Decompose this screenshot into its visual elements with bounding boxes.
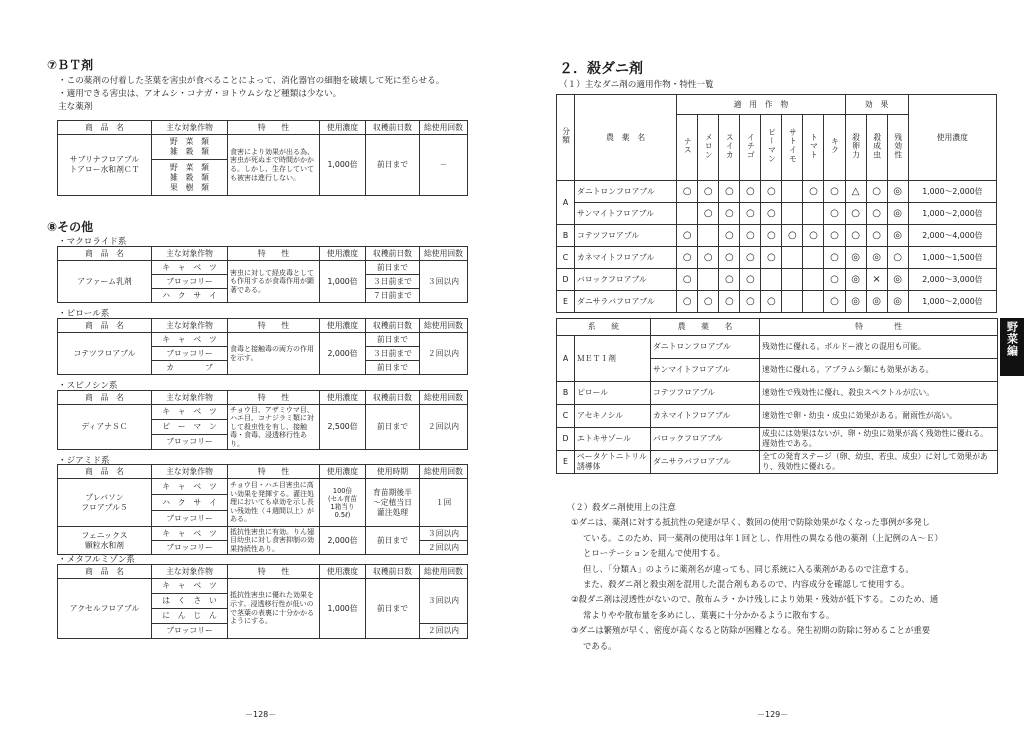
vegetable-section-tab: 野菜編 <box>1000 318 1024 376</box>
col-header: 収穫前日数 <box>366 565 420 579</box>
col-header: 系 統 <box>557 319 651 336</box>
effect-mark: ◎ <box>866 247 887 269</box>
crop-mark <box>698 269 719 291</box>
col-header: 使用濃度 <box>320 319 366 333</box>
trait: 成虫には効果はないが、卵・幼虫に効果が高く残効性に優れる。遅効性である。 <box>760 428 998 451</box>
concentration: 2,500倍 <box>320 405 366 450</box>
pesticide-name: ダニトロンフロアブル <box>575 181 677 203</box>
col-header: 主な対象作物 <box>152 247 228 261</box>
col-header: 主な対象作物 <box>152 121 228 135</box>
chemical-group: ＭＥＴＩ剤 <box>575 336 651 382</box>
table-row <box>557 451 998 474</box>
col-header: 使用濃度 <box>320 465 366 479</box>
harvest-days: ７日前まで <box>366 289 420 303</box>
col-header: 総使用回数 <box>420 247 468 261</box>
crop-mark: ○ <box>761 203 782 225</box>
table-row <box>557 225 997 247</box>
crop-mark: ○ <box>803 225 824 247</box>
crop-mark: ○ <box>719 181 740 203</box>
class-cell: B <box>557 382 575 405</box>
concentration: 2,000～3,000倍 <box>908 269 996 291</box>
usage-notes <box>567 500 987 654</box>
crop-mark: ○ <box>740 247 761 269</box>
product-name: アファーム乳剤 <box>58 261 152 303</box>
crop-mark <box>803 247 824 269</box>
col-header: 収穫前日数 <box>366 121 420 135</box>
use-count: ３回以内 <box>420 527 468 541</box>
crop-mark <box>803 269 824 291</box>
col-header: 総使用回数 <box>420 121 468 135</box>
product-name: サブリナフロアブル トアロー水和剤ＣＴ <box>58 135 152 196</box>
pesticide-name: カネマイトフロアブル <box>651 405 760 428</box>
trait: 速効性で卵・幼虫・成虫に効果がある。耐雨性が高い。 <box>760 405 998 428</box>
effect-mark: ○ <box>866 203 887 225</box>
target-crop: ブロッコリー <box>152 275 228 289</box>
class-cell: A <box>557 181 575 225</box>
crop-mark: ○ <box>824 181 845 203</box>
page-number-left: －128－ <box>245 710 277 719</box>
diamide-label: ・ジアミド系 <box>58 456 110 466</box>
target-crop: ブロッコリー <box>152 541 228 555</box>
concentration: 2,000～4,000倍 <box>908 225 996 247</box>
macrolide-table <box>57 246 468 303</box>
class-cell: D <box>557 428 575 451</box>
harvest-days: ３日前まで <box>366 347 420 361</box>
trait: 害虫に対して経皮毒としても作用するが食毒作用が顕著である。 <box>228 261 320 303</box>
harvest-days: 前日まで <box>366 405 420 450</box>
effect-mark: ○ <box>845 203 866 225</box>
crop-header: ナス <box>677 115 698 181</box>
class-cell: C <box>557 247 575 269</box>
trait: 速効性で残効性に優れ、殺虫スペクトルが広い。 <box>760 382 998 405</box>
class-cell: D <box>557 269 575 291</box>
crop-mark: ○ <box>803 181 824 203</box>
product-name: アクセルフロアブル <box>58 579 152 639</box>
table-row <box>557 336 998 359</box>
trait: 速効性に優れる。アブラムシ類にも効果がある。 <box>760 359 998 382</box>
crop-mark: ○ <box>698 247 719 269</box>
target-crop: ブロッコリー <box>152 435 228 450</box>
effect-mark: ◎ <box>845 247 866 269</box>
effect-mark: ◎ <box>887 225 908 247</box>
note-line: とローテーションを組んで使用する。 <box>583 548 726 559</box>
bt-line-1: ・この薬剤の付着した茎葉を害虫が食べることによって、消化器官の細胞を破壊して死に至らせる。 <box>58 76 445 86</box>
col-header: 農 薬 名 <box>651 319 760 336</box>
col-header: 主な対象作物 <box>152 565 228 579</box>
crop-mark: ○ <box>719 225 740 247</box>
class-cell: E <box>557 451 575 474</box>
pesticide-name: ダニトロンフロアブル <box>651 336 760 359</box>
crop-mark: ○ <box>677 247 698 269</box>
col-header: 商 品 名 <box>58 319 152 333</box>
product-name: プレバソン フロアブル５ <box>58 479 152 527</box>
crop-mark <box>761 269 782 291</box>
col-header: 商 品 名 <box>58 465 152 479</box>
crop-mark: ○ <box>824 247 845 269</box>
note-line: ③ダニは繁殖が早く、密度が高くなると防除が困難となる。発生初期の防除に努めることが重要 <box>571 625 931 636</box>
col-header: 商 品 名 <box>58 121 152 135</box>
col-header: 特 性 <box>228 319 320 333</box>
crop-header: キク <box>824 115 845 181</box>
page-number-right: －129－ <box>757 710 789 719</box>
crop-header: トマト <box>803 115 824 181</box>
table-row <box>557 428 998 451</box>
name-header: 農 薬 名 <box>575 95 677 181</box>
pesticide-name: カネマイトフロアブル <box>575 247 677 269</box>
acaricide-crop-table <box>556 94 997 313</box>
table-row <box>557 203 997 225</box>
crop-mark: ○ <box>761 225 782 247</box>
class-cell: E <box>557 291 575 313</box>
effect-mark: ○ <box>866 181 887 203</box>
col-header: 収穫前日数 <box>366 391 420 405</box>
trait: 抵抗性害虫に有効。りん翅目幼虫に対し食害抑制の効果持続性あり。 <box>228 527 320 555</box>
bt-line-3: 主な薬剤 <box>58 102 93 112</box>
chemical-group: エトキサゾール <box>575 428 651 451</box>
effect-mark: ○ <box>887 247 908 269</box>
effect-mark: ○ <box>866 225 887 247</box>
col-header: 総使用回数 <box>420 465 468 479</box>
crop-mark: ○ <box>677 269 698 291</box>
effect-header: 効 果 <box>845 95 908 115</box>
crop-header: サトイモ <box>782 115 803 181</box>
table-row <box>557 291 997 313</box>
note-line: また、殺ダニ剤と殺虫剤を混用した混合剤もあるので、内容成分を確認して使用する。 <box>583 579 910 590</box>
use-timing: 育苗期後半 ～定植当日 灌注処理 <box>366 479 420 527</box>
concentration: 1,000倍 <box>320 135 366 196</box>
product-name: コテツフロアブル <box>58 333 152 375</box>
target-crop: キ ャ ベ ツ <box>152 405 228 420</box>
crop-mark: ○ <box>719 269 740 291</box>
metaflumizone-table <box>57 564 468 639</box>
col-header: 商 品 名 <box>58 247 152 261</box>
concentration: 1,000倍 <box>320 261 366 303</box>
effect-subheader: 殺卵力 <box>845 115 866 181</box>
crop-header: イチゴ <box>740 115 761 181</box>
table-row <box>557 269 997 291</box>
table-row <box>557 382 998 405</box>
col-header: 主な対象作物 <box>152 319 228 333</box>
effect-subheader: 殺成虫 <box>866 115 887 181</box>
col-header: 使用濃度 <box>320 391 366 405</box>
crop-header: メロン <box>698 115 719 181</box>
target-crops: 野 菜 類 雑 穀 類 果 樹 類 <box>152 160 228 196</box>
target-crops: 野 菜 類 雑 穀 類 <box>152 135 228 160</box>
crop-header: スイカ <box>719 115 740 181</box>
crop-mark: ○ <box>824 225 845 247</box>
target-crop: は く さ い <box>152 594 228 609</box>
crop-mark: ○ <box>740 269 761 291</box>
harvest-days: 前日まで <box>366 135 420 196</box>
effect-mark: ◎ <box>887 291 908 313</box>
col-header: 商 品 名 <box>58 565 152 579</box>
class-cell: C <box>557 405 575 428</box>
concentration-header: 使用濃度 <box>908 95 996 181</box>
effect-mark: ◎ <box>887 203 908 225</box>
crop-mark: ○ <box>740 291 761 313</box>
col-header: 主な対象作物 <box>152 465 228 479</box>
crop-mark <box>782 269 803 291</box>
col-header: 総使用回数 <box>420 391 468 405</box>
crop-header: ピーマン <box>761 115 782 181</box>
bt-line-2: ・適用できる害虫は、アオムシ・コナガ・ヨトウムシなど種類は少ない。 <box>58 89 342 99</box>
use-count: ３回以内 <box>420 261 468 303</box>
target-crop: カ ブ <box>152 361 228 375</box>
chemical-group: ベータケトニトリル誘導体 <box>575 451 651 474</box>
class-cell: B <box>557 225 575 247</box>
col-header: 総使用回数 <box>420 565 468 579</box>
crop-mark: ○ <box>740 203 761 225</box>
target-crop: ブロッコリー <box>152 511 228 527</box>
trait: 食毒と接触毒の両方の作用を示す。 <box>228 333 320 375</box>
spinosyn-label: ・スピノシン系 <box>58 381 118 391</box>
crop-mark: ○ <box>677 291 698 313</box>
col-header: 使用濃度 <box>320 565 366 579</box>
crop-mark: ○ <box>824 291 845 313</box>
crop-mark: ○ <box>719 203 740 225</box>
crop-mark <box>803 203 824 225</box>
note-line: である。 <box>583 640 617 651</box>
harvest-days: 前日まで <box>366 579 420 639</box>
col-header: 特 性 <box>228 247 320 261</box>
crop-mark <box>782 247 803 269</box>
trait: 食害により効果が出る為、害虫が死ぬまで時間がかかる。しかし、生存していても被害は進行しない。 <box>228 135 320 196</box>
effect-mark: ○ <box>845 225 866 247</box>
trait: 全ての発育ステージ（卵、幼虫、若虫、成虫）に対して効果があり、残効性に優れる。 <box>760 451 998 474</box>
class-cell: A <box>557 336 575 382</box>
use-count: ３回以内 <box>420 579 468 624</box>
trait: 残効性に優れる。ボルドー液との混用も可能。 <box>760 336 998 359</box>
target-crop: ブロッコリー <box>152 347 228 361</box>
col-header: 使用時期 <box>366 465 420 479</box>
metaflumizone-label: ・メタフルミゾン系 <box>58 555 136 565</box>
col-header: 特 性 <box>228 121 320 135</box>
pesticide-name: ダニサラバフロアブル <box>575 291 677 313</box>
target-crop: ブロッコリー <box>152 624 228 639</box>
crop-mark <box>698 225 719 247</box>
effect-mark: ◎ <box>887 181 908 203</box>
effect-mark: ◎ <box>887 269 908 291</box>
crop-mark: ○ <box>824 203 845 225</box>
note-line: ①ダニは、薬剤に対する抵抗性の発達が早く、数回の使用で防除効果がなくなった事例が多発し <box>571 517 931 528</box>
note-line: ている。このため、同一薬剤の使用は年１回とし、作用性の異なる他の薬剤（上記例のＡ～Ｅ） <box>583 532 943 543</box>
concentration: 1,000～2,000倍 <box>908 203 996 225</box>
crop-mark: ○ <box>761 247 782 269</box>
crop-mark: ○ <box>782 225 803 247</box>
concentration: 1,000～1,500倍 <box>908 247 996 269</box>
use-count: １回 <box>420 479 468 527</box>
crop-mark <box>677 203 698 225</box>
use-count: ２回以内 <box>420 333 468 375</box>
col-header: 使用濃度 <box>320 247 366 261</box>
target-crop: キ ャ ベ ツ <box>152 261 228 275</box>
trait: 抵抗性害虫に優れた効果を示す。浸透移行性が低いので茎葉の表裏に十分かかるようにする。 <box>228 579 320 639</box>
class-header: 分類 <box>557 95 575 181</box>
target-crop: ピ ー マ ン <box>152 420 228 435</box>
crop-mark: ○ <box>698 181 719 203</box>
crop-mark: ○ <box>698 203 719 225</box>
harvest-days: 前日まで <box>366 261 420 275</box>
use-count: ２回以内 <box>420 541 468 555</box>
col-header: 特 性 <box>228 391 320 405</box>
col-header: 主な対象作物 <box>152 391 228 405</box>
pyrrole-label: ・ピロール系 <box>58 309 110 319</box>
crop-mark: ○ <box>719 247 740 269</box>
col-header: 収穫前日数 <box>366 247 420 261</box>
concentration: 1,000倍 <box>320 579 366 639</box>
effect-mark: ◎ <box>866 291 887 313</box>
crop-mark: ○ <box>719 291 740 313</box>
col-header: 特 性 <box>228 565 320 579</box>
use-count: － <box>420 135 468 196</box>
diamide-table <box>57 464 468 555</box>
effect-subheader: 残効性 <box>887 115 908 181</box>
col-header: 特 性 <box>228 465 320 479</box>
notes-heading: （２）殺ダニ剤使用上の注意 <box>567 502 676 512</box>
pesticide-name: バロックフロアブル <box>575 269 677 291</box>
macrolide-label: ・マクロライド系 <box>58 237 127 247</box>
col-header: 商 品 名 <box>58 391 152 405</box>
table-row <box>557 247 997 269</box>
target-crop: キ ャ ベ ツ <box>152 479 228 495</box>
table1-caption: （１）主なダニ剤の適用作物・特性一覧 <box>559 80 714 90</box>
table-row <box>557 405 998 428</box>
crop-mark: ○ <box>677 225 698 247</box>
target-crop: キ ャ ベ ツ <box>152 527 228 541</box>
crop-mark: ○ <box>761 181 782 203</box>
col-header: 特 性 <box>760 319 998 336</box>
pesticide-name: サンマイトフロアブル <box>575 203 677 225</box>
concentration: 2,000倍 <box>320 333 366 375</box>
effect-mark: ◎ <box>845 291 866 313</box>
harvest-days: ３日前まで <box>366 275 420 289</box>
pesticide-name: ダニサラバフロアブル <box>651 451 760 474</box>
other-section-title: ⑧その他 <box>47 220 94 234</box>
concentration: 2,000倍 <box>320 527 366 555</box>
acaricide-trait-table <box>556 318 998 474</box>
bt-table <box>57 120 468 196</box>
product-name: フェニックス 顆粒水和剤 <box>58 527 152 555</box>
crop-mark <box>803 291 824 313</box>
target-crop: に ん じ ん <box>152 609 228 624</box>
use-count: ２回以内 <box>420 624 468 639</box>
table-row <box>557 181 997 203</box>
target-crop: ハ ク サ イ <box>152 289 228 303</box>
crop-mark: ○ <box>761 291 782 313</box>
effect-mark: ◎ <box>845 269 866 291</box>
note-line: 常よりやや散布量を多めにし、葉裏に十分かかるように散布する。 <box>583 609 835 620</box>
target-crop: キ ャ ベ ツ <box>152 579 228 594</box>
target-crop: キ ャ ベ ツ <box>152 333 228 347</box>
crop-mark <box>782 291 803 313</box>
right-page <box>512 0 1024 742</box>
target-crop: ハ ク サ イ <box>152 495 228 511</box>
col-header: 総使用回数 <box>420 319 468 333</box>
pesticide-name: サンマイトフロアブル <box>651 359 760 382</box>
concentration: 100倍 (セル育苗 1箱当り 0.5ℓ) <box>320 479 366 527</box>
crop-mark: ○ <box>677 181 698 203</box>
harvest-days: 前日まで <box>366 361 420 375</box>
note-line: 但し、「分類Ａ」のように薬剤名が違っても、同じ系統に入る薬剤があるので注意する。 <box>583 563 914 574</box>
harvest-days: 前日まで <box>366 333 420 347</box>
bt-section-title: ⑦ＢＴ剤 <box>47 58 94 72</box>
crops-header: 適 用 作 物 <box>677 95 845 115</box>
chemical-group: ピロール <box>575 382 651 405</box>
trait: チョウ目、アザミウマ目、ハエ目、コナジラミ類に対して殺虫性を有し、接触毒・食毒、浸透移行性あり。 <box>228 405 320 450</box>
pesticide-name: バロックフロアブル <box>651 428 760 451</box>
concentration: 1,000～2,000倍 <box>908 291 996 313</box>
crop-mark <box>782 181 803 203</box>
crop-mark <box>782 203 803 225</box>
pyrrole-table <box>57 318 468 375</box>
col-header: 使用濃度 <box>320 121 366 135</box>
use-timing: 前日まで <box>366 527 420 555</box>
use-count: ２回以内 <box>420 405 468 450</box>
trait: チョウ目・ハエ目害虫に高い効果を発揮する。灌注処理においても卓効を示し長い残効性（４週間以上）がある。 <box>228 479 320 527</box>
chemical-group: アセキノシル <box>575 405 651 428</box>
crop-mark: ○ <box>824 269 845 291</box>
spinosyn-table <box>57 390 468 450</box>
acaricide-title: ２．殺ダニ剤 <box>559 61 643 77</box>
note-line: ②殺ダニ剤は浸透性がないので、散布ムラ・かけ残しにより効果・残効が低下する。このため、通 <box>571 594 939 605</box>
crop-mark: ○ <box>740 181 761 203</box>
pesticide-name: コテツフロアブル <box>575 225 677 247</box>
pesticide-name: コテツフロアブル <box>651 382 760 405</box>
col-header: 収穫前日数 <box>366 319 420 333</box>
product-name: ディアナＳＣ <box>58 405 152 450</box>
concentration: 1,000～2,000倍 <box>908 181 996 203</box>
crop-mark: ○ <box>740 225 761 247</box>
effect-mark: × <box>866 269 887 291</box>
effect-mark: △ <box>845 181 866 203</box>
crop-mark: ○ <box>698 291 719 313</box>
